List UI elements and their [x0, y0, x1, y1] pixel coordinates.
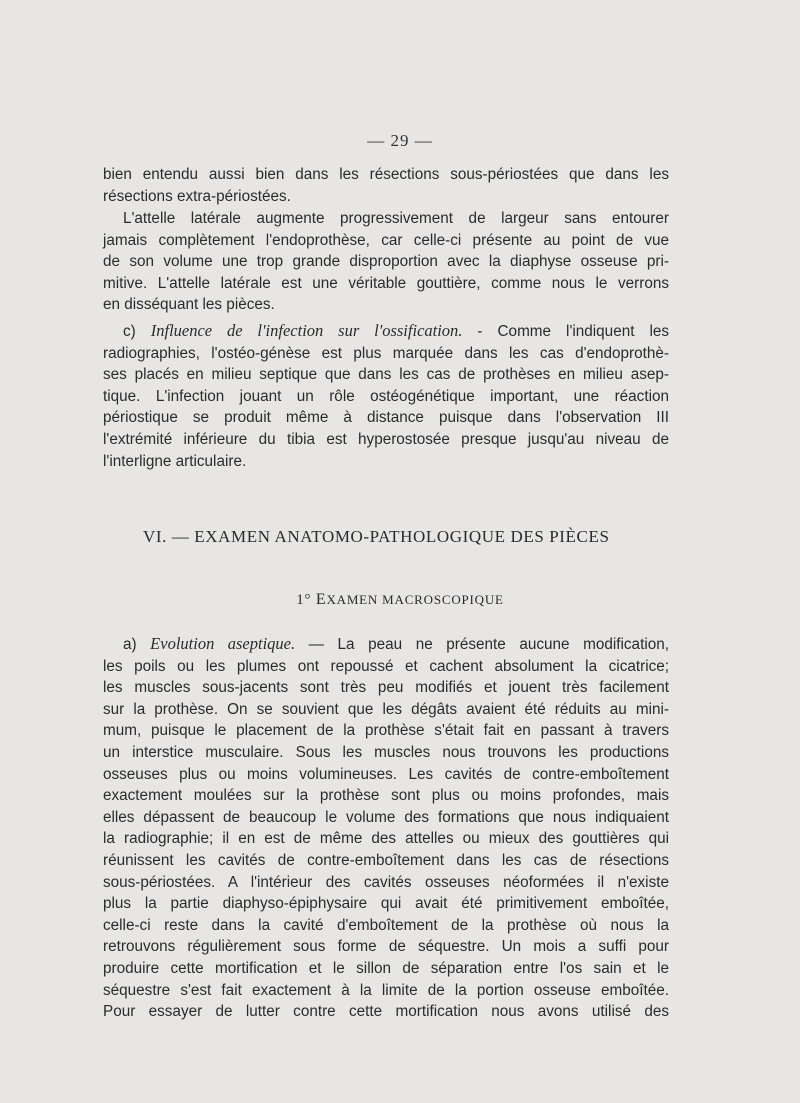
subsection-heading — [0, 591, 800, 609]
page-number: — 29 — — [367, 131, 433, 150]
text-line: exactement moulées sur la prothèse sont plus ou moins profondes, mais — [103, 787, 669, 805]
paragraph-1 — [103, 164, 669, 207]
text-line: en disséquant les pièces. — [103, 296, 275, 314]
paragraph-2 — [103, 208, 669, 316]
section-heading: VI. — EXAMEN ANATOMO-PATHOLOGIQUE DES PIÈCES — [143, 527, 610, 546]
paragraph-3 — [103, 320, 669, 472]
text-line: plus la partie diaphyso-épiphysaire qui avait été primitivement emboîtée, — [103, 895, 669, 913]
text-line: périostique se produit même à distance puisque dans l'observation III — [103, 409, 669, 427]
text-line: retrouvons régulièrement sous forme de séquestre. Un mois a suffi pour — [103, 938, 669, 956]
text-line: produire cette mortification et le sillon de séparation entre l'os sain et le — [103, 959, 669, 977]
text-line: l'extrémité inférieure du tibia est hyperostosée presque jusqu'au niveau de — [103, 430, 669, 448]
text-line: radiographies, l'ostéo-génèse est plus marquée dans les cas d'endoprothè- — [103, 344, 669, 362]
subsection-text: XAMEN MACROSCOPIQUE — [326, 592, 504, 607]
paragraph-heading: Evolution aseptique. — [150, 634, 296, 653]
paragraph-heading: Influence de l'infection sur l'ossification. — [150, 321, 463, 340]
text-line: de son volume une trop grande disproportion avec la diaphyse osseuse pri- — [103, 253, 669, 271]
paragraph-4 — [103, 633, 669, 1023]
text-line: jamais complètement l'endoprothèse, car celle-ci présente au point de vue — [103, 231, 669, 249]
text-line: osseuses plus ou moins volumineuses. Les cavités de contre-emboîtement — [103, 765, 669, 783]
text-line: sous-périostées. A l'intérieur des cavités osseuses néoformées il n'existe — [103, 873, 669, 891]
item-label: a) — [123, 636, 137, 653]
text-line: réunissent les cavités de contre-emboîtement dans les cas de résections — [103, 851, 669, 869]
text-line: mum, puisque le placement de la prothèse s'était fait en passant à travers — [103, 722, 669, 740]
text-line — [103, 320, 669, 343]
text-line: les poils ou les plumes ont repoussé et cachent absolument la cicatrice; — [103, 657, 669, 675]
text-line: les muscles sous-jacents sont très peu modifiés et jouent très facilement — [103, 679, 669, 697]
text-fragment: — La peau ne présente aucune modification, — [295, 636, 669, 653]
text-line — [103, 633, 669, 656]
text-line: L'attelle latérale augmente progressivement de largeur sans entourer — [123, 210, 669, 227]
text-line: celle-ci reste dans la cavité d'emboîtement de la prothèse où nous la — [103, 916, 669, 934]
subsection-number: 1° — [296, 592, 312, 608]
text-line: tique. L'infection jouant un rôle ostéogénétique important, une réaction — [103, 387, 669, 405]
text-line: sur la prothèse. On se souvient que les dégâts avaient été réduits au mini- — [103, 700, 669, 718]
text-line: Pour essayer de lutter contre cette mortification nous avons utilisé des — [103, 1003, 669, 1021]
text-line: un interstice musculaire. Sous les muscles nous trouvons les productions — [103, 743, 669, 761]
text-line: la radiographie; il en est de même des attelles ou mieux des gouttières qui — [103, 830, 669, 848]
text-line: bien entendu aussi bien dans les résections sous-périostées que dans les — [103, 166, 669, 183]
text-line: ses placés en milieu septique que dans les cas de prothèses en milieu asep- — [103, 366, 669, 384]
text-line: l'interligne articulaire. — [103, 452, 247, 470]
subsection-initial: E — [315, 591, 327, 608]
text-line: mitive. L'attelle latérale est une véritable gouttière, comme nous le verrons — [103, 274, 669, 292]
text-line: séquestre s'est fait exactement à la limite de la portion osseuse emboîtée. — [103, 981, 669, 999]
item-label: c) — [123, 323, 136, 340]
text-line: résections extra-périostées. — [103, 187, 291, 205]
text-fragment: - Comme l'indiquent les — [462, 323, 670, 340]
text-line: elles dépassent de beaucoup le volume des formations que nous indiquaient — [103, 808, 669, 826]
